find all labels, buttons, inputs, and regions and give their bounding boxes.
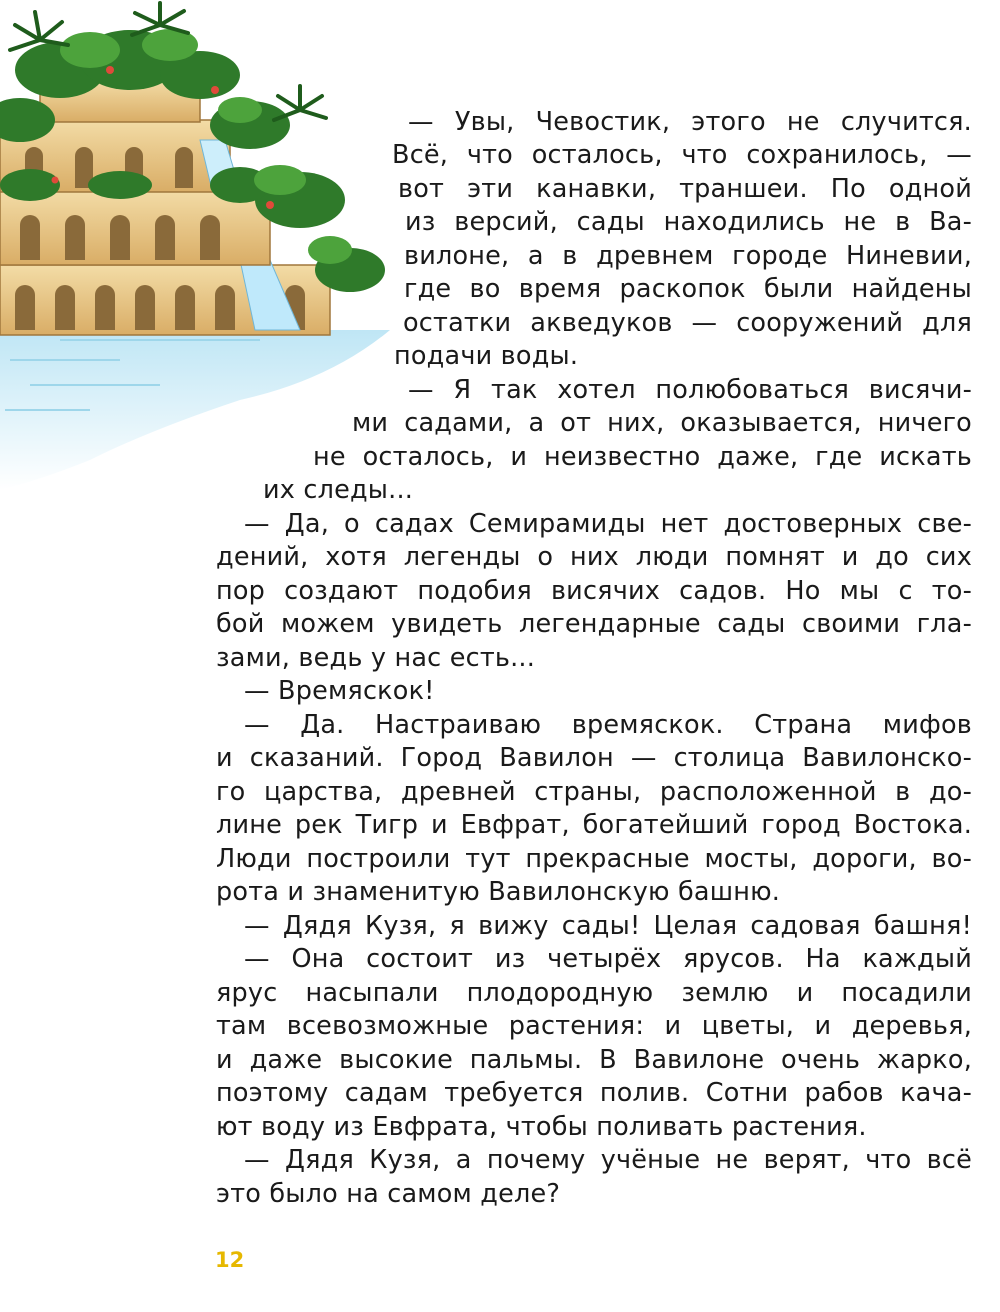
text-line: рота и знаменитую Вавилонскую башню.: [216, 877, 781, 907]
text-line: их следы...: [263, 475, 414, 505]
text-line: — Да. Настраиваю времяскок. Страна мифов: [244, 710, 972, 740]
text-line: дений, хотя легенды о них люди помнят и до сих: [216, 542, 972, 572]
text-line: бой можем увидеть легендарные сады своими гла-: [216, 609, 972, 639]
text-line: — Увы, Чевостик, этого не случится.: [408, 107, 972, 137]
text-line: из версий, сады находились не в Ва-: [405, 207, 972, 237]
text-line: вот эти канавки, траншеи. По одной: [398, 174, 972, 204]
text-line: это было на самом деле?: [216, 1179, 561, 1209]
text-line: ют воду из Евфрата, чтобы поливать растения.: [216, 1112, 867, 1142]
text-line: Люди построили тут прекрасные мосты, дороги, во-: [216, 844, 972, 874]
text-line: Всё, что осталось, что сохранилось, —: [392, 140, 972, 170]
text-line: — Она состоит из четырёх ярусов. На каждый: [244, 944, 972, 974]
text-line: там всевозможные растения: и цветы, и деревья,: [216, 1011, 972, 1041]
text-line: — Да, о садах Семирамиды нет достоверных све-: [244, 509, 972, 539]
text-line: ми садами, а от них, оказывается, ничего: [352, 408, 972, 438]
text-line: где во время раскопок были найдены: [404, 274, 972, 304]
text-line: поэтому садам требуется полив. Сотни рабов кача-: [216, 1078, 972, 1108]
text-line: не осталось, и неизвестно даже, где искать: [313, 442, 972, 472]
text-line: и даже высокие пальмы. В Вавилоне очень жарко,: [216, 1045, 972, 1075]
text-line: — Времяскок!: [244, 676, 435, 706]
text-line: лине рек Тигр и Евфрат, богатейший город Востока.: [216, 810, 972, 840]
text-line: и сказаний. Город Вавилон — столица Вавилонско-: [216, 743, 972, 773]
text-line: пор создают подобия висячих садов. Но мы с то-: [216, 576, 972, 606]
page-number: 12: [215, 1248, 245, 1272]
text-line: вилоне, а в древнем городе Ниневии,: [404, 241, 972, 271]
hanging-gardens-illustration: [0, 0, 400, 500]
text-line: — Дядя Кузя, а почему учёные не верят, что всё: [244, 1145, 972, 1175]
text-line: ярус насыпали плодородную землю и посадили: [216, 978, 972, 1008]
text-line: подачи воды.: [394, 341, 579, 371]
text-line: го царства, древней страны, расположенной в до-: [216, 777, 972, 807]
text-line: остатки акведуков — сооружений для: [403, 308, 972, 338]
text-line: зами, ведь у нас есть...: [216, 643, 536, 673]
text-line: — Дядя Кузя, я вижу сады! Целая садовая башня!: [244, 911, 972, 941]
text-line: — Я так хотел полюбоваться висячи-: [408, 375, 972, 405]
